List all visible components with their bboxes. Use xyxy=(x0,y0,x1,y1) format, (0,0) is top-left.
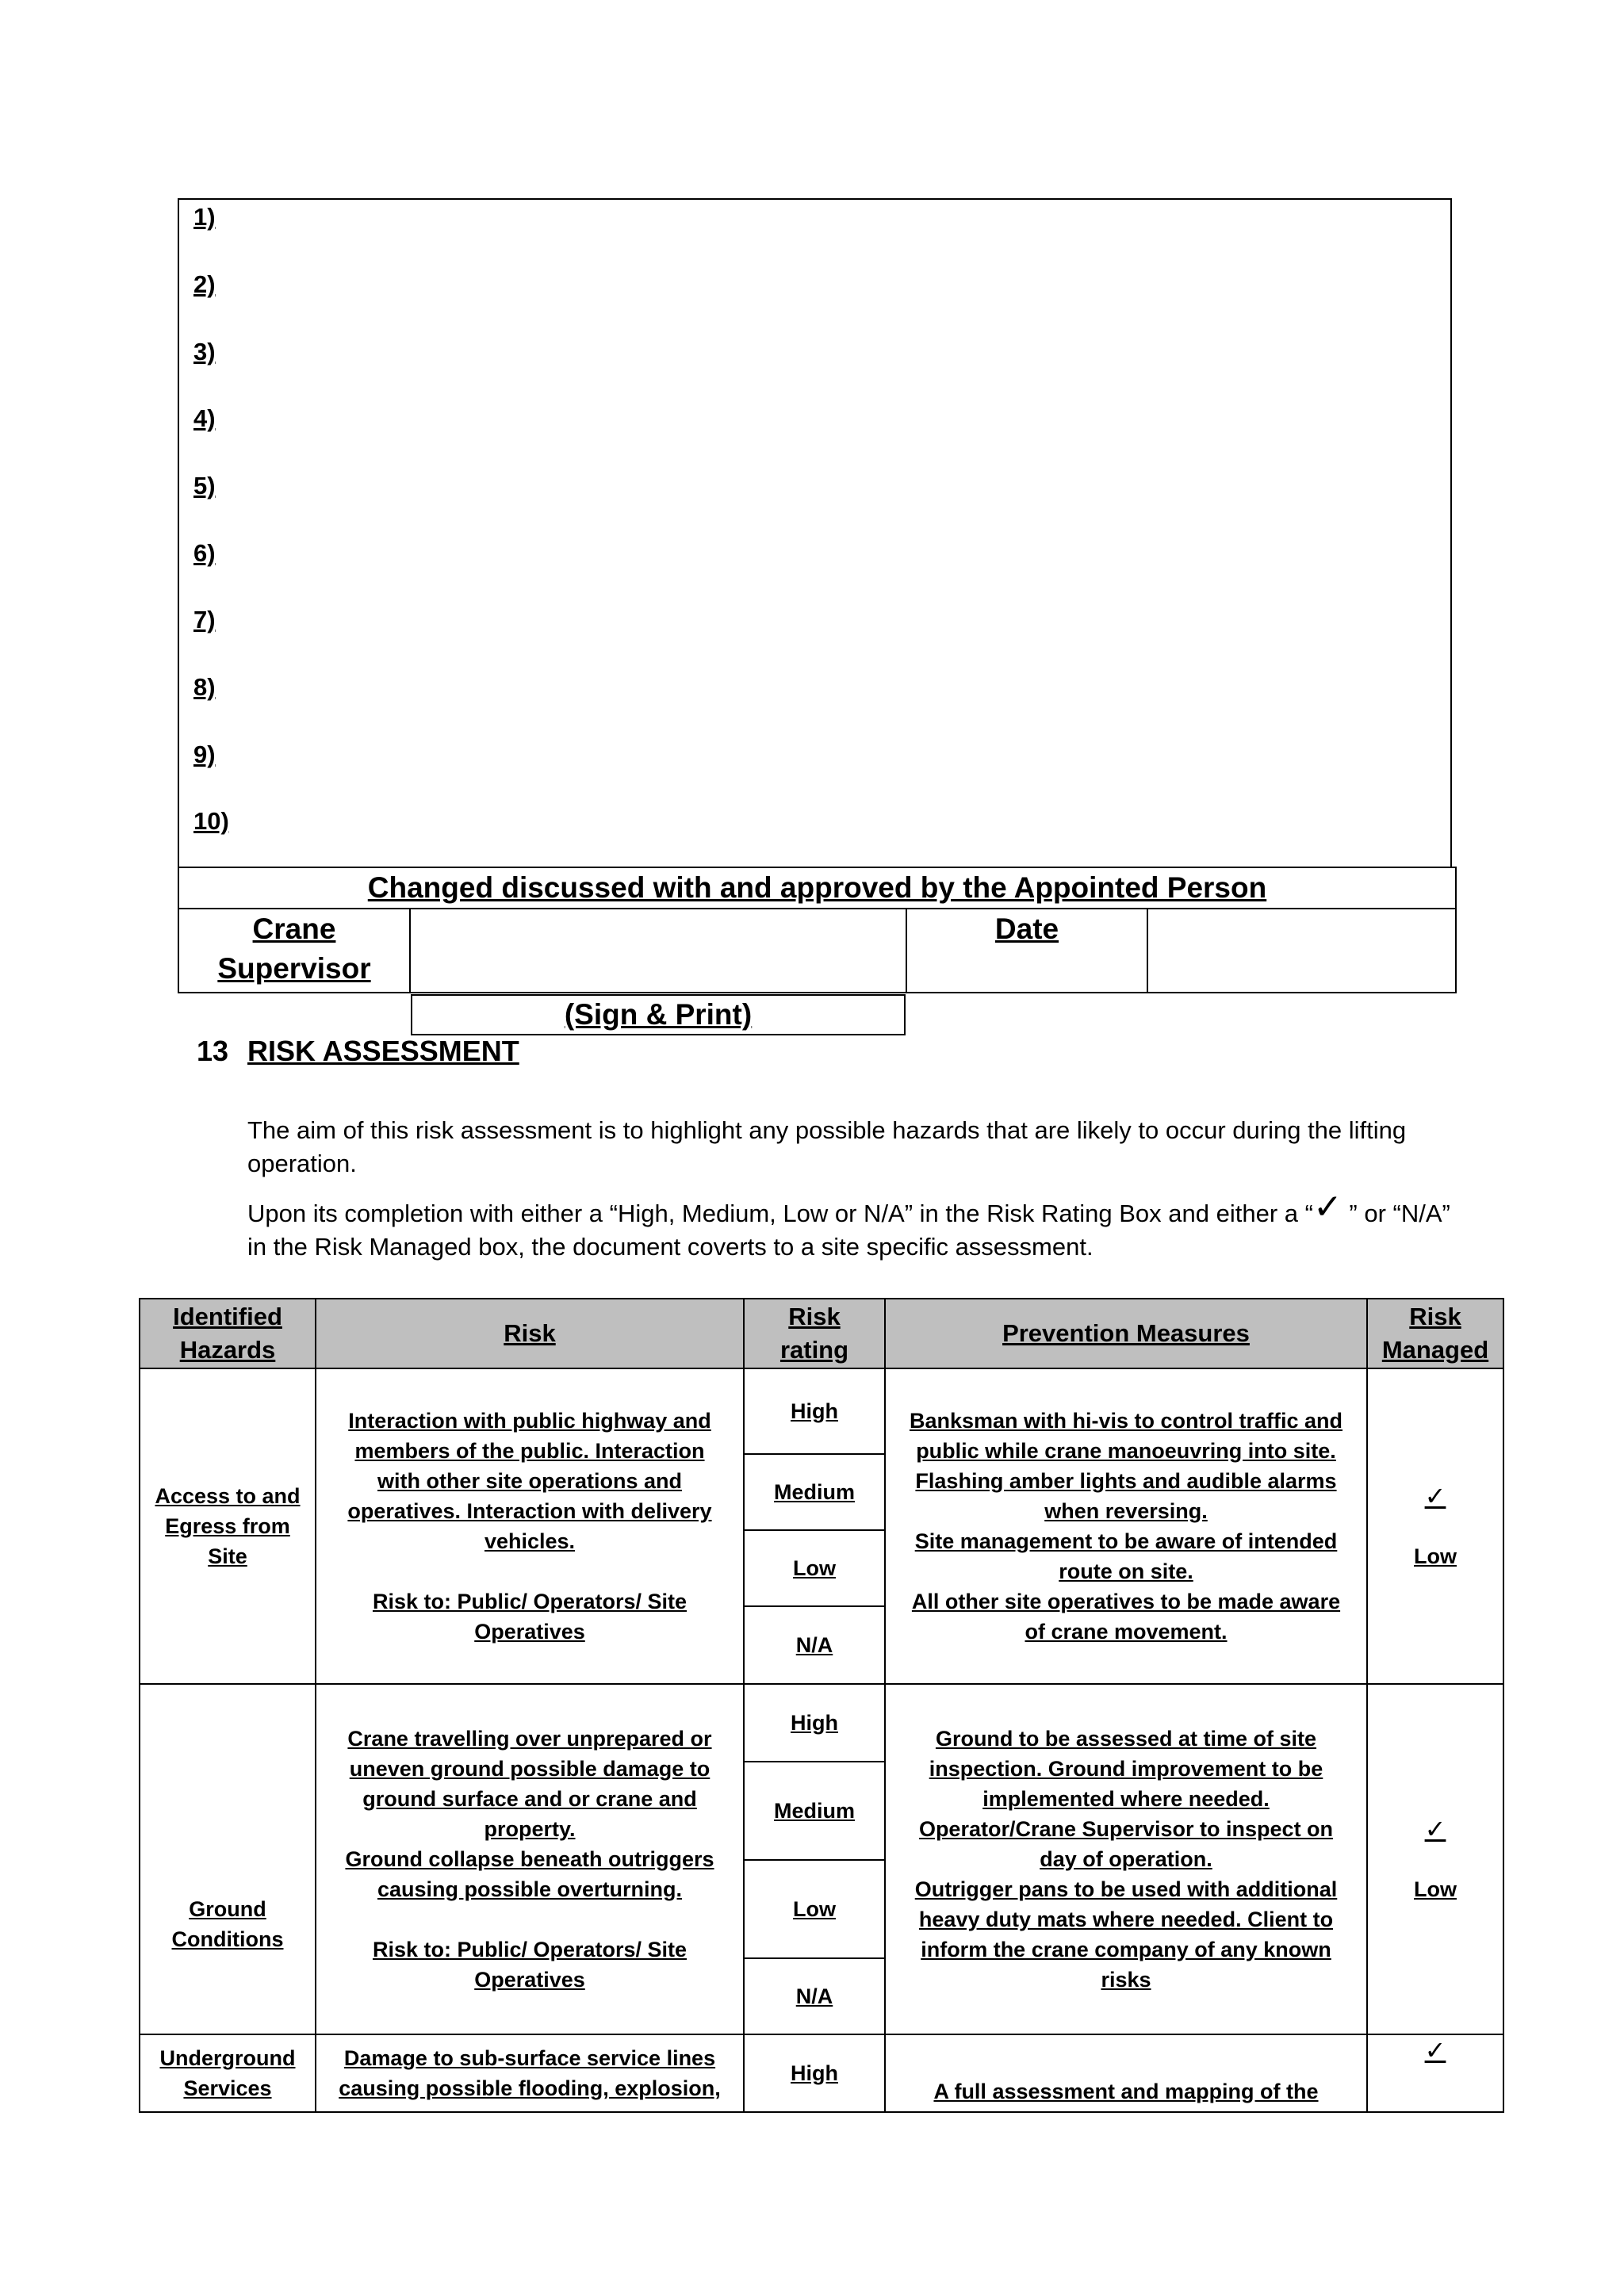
list-item: 5) xyxy=(193,472,216,499)
check-icon: ✓ xyxy=(1424,2035,1446,2065)
managed-value: Low xyxy=(1414,1544,1457,1568)
list-item: 9) xyxy=(193,740,216,768)
list-item: 10) xyxy=(193,807,229,835)
rating-high[interactable]: High xyxy=(744,1368,885,1454)
header-prevention-measures: Prevention Measures xyxy=(885,1299,1367,1368)
list-item: 8) xyxy=(193,673,216,701)
list-item: 2) xyxy=(193,270,216,298)
rating-medium[interactable]: Medium xyxy=(744,1454,885,1530)
prevention-measures: A full assessment and mapping of the xyxy=(885,2034,1367,2112)
list-item: 6) xyxy=(193,539,216,567)
risk-managed-cell[interactable] xyxy=(1367,2034,1503,2112)
check-icon: ✓ xyxy=(1424,1814,1446,1844)
approval-table xyxy=(178,867,1457,993)
hazard-underground-services: Underground Services xyxy=(140,2034,316,2112)
risk-description: Crane travelling over unprepared or uneven ground possible damage to ground surface and or crane and property. Ground collapse beneath outriggers causing possible overturning. Risk to: Public/ Operators/ Site Operatives xyxy=(316,1684,744,2034)
intro-paragraph: The aim of this risk assessment is to highlight any possible hazards that are likely to occur during the lifting operation. xyxy=(247,1116,1407,1177)
rating-medium[interactable]: Medium xyxy=(744,1762,885,1860)
header-risk-rating: Risk rating xyxy=(744,1299,885,1368)
sign-print-label: (Sign & Print) xyxy=(411,994,906,1035)
check-icon: ✓ xyxy=(1424,1481,1446,1511)
list-item: 1) xyxy=(193,203,216,231)
prevention-measures: Banksman with hi-vis to control traffic and public while crane manoeuvring into site. Flashing amber lights and audible alarms when reversing. Site management to be aware of intended route on site. All other site operatives to be made aware of crane movement. xyxy=(885,1368,1367,1684)
hazard-access-egress: Access to and Egress from Site xyxy=(140,1368,316,1684)
approval-heading: Changed discussed with and approved by the Appointed Person xyxy=(178,867,1456,909)
risk-description: Interaction with public highway and members of the public. Interaction with other site operations and operatives. Interaction with delivery vehicles. Risk to: Public/ Operators/ Site Operatives xyxy=(316,1368,744,1684)
risk-assessment-table xyxy=(139,1298,1504,2113)
section-number: 13 xyxy=(197,1035,229,1067)
rating-high[interactable]: High xyxy=(744,2034,885,2112)
header-risk: Risk xyxy=(316,1299,744,1368)
date-label: Date xyxy=(906,909,1147,993)
list-item: 7) xyxy=(193,606,216,633)
supervisor-signature-field[interactable] xyxy=(410,909,906,993)
rating-high[interactable]: High xyxy=(744,1684,885,1762)
list-item: 3) xyxy=(193,338,216,365)
rating-na[interactable]: N/A xyxy=(744,1606,885,1684)
date-field[interactable] xyxy=(1147,909,1456,993)
prevention-measures: Ground to be assessed at time of site inspection. Ground improvement to be implemented where needed. Operator/Crane Supervisor to inspect on day of operation. Outrigger pans to be used with additional heavy duty mats where needed. Client to inform the crane company of any known risks xyxy=(885,1684,1367,2034)
rating-na[interactable]: N/A xyxy=(744,1958,885,2034)
check-icon: ✓ xyxy=(1312,1187,1342,1227)
list-item: 4) xyxy=(193,404,216,432)
header-risk-managed: Risk Managed xyxy=(1367,1299,1503,1368)
numbered-list-box xyxy=(178,198,1452,868)
section-title: RISK ASSESSMENT xyxy=(247,1035,519,1067)
instruction-paragraph: Upon its completion with either a “High, Medium, Low or N/A” in the Risk Rating Box and either a “✓ ” or “N/A” in the Risk Managed box, the document coverts to a site specific assessment. xyxy=(247,1187,1450,1261)
hazard-ground-conditions: Ground Conditions xyxy=(140,1684,316,2034)
rating-low[interactable]: Low xyxy=(744,1860,885,1958)
risk-description: Damage to sub-surface service lines causing possible flooding, explosion, xyxy=(316,2034,744,2112)
section-heading xyxy=(197,1035,519,1068)
risk-managed-cell[interactable] xyxy=(1367,1368,1503,1684)
crane-supervisor-label: Crane Supervisor xyxy=(178,909,410,993)
rating-low[interactable]: Low xyxy=(744,1530,885,1606)
risk-managed-cell[interactable] xyxy=(1367,1684,1503,2034)
managed-value: Low xyxy=(1414,1877,1457,1901)
header-identified-hazards: Identified Hazards xyxy=(140,1299,316,1368)
